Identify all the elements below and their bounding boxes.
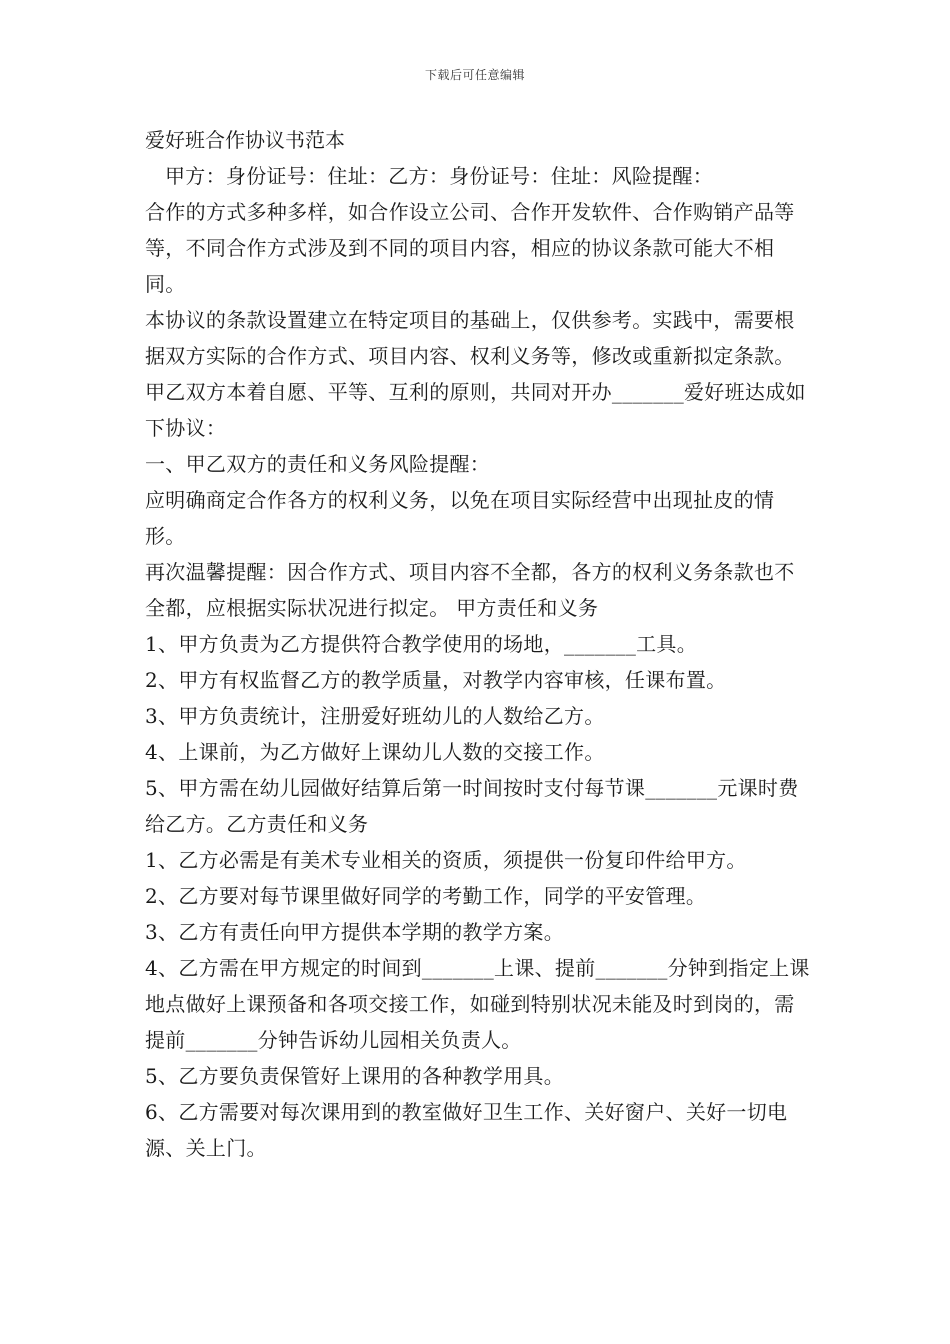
party-b-item-2: 2、乙方要对每节课里做好同学的考勤工作，同学的平安管理。 bbox=[145, 884, 707, 908]
paragraph-second-reminder: 再次温馨提醒：因合作方式、项目内容不全都，各方的权利义务条款也不全都，应根据实际状况进行拟定。 甲方责任和义务 bbox=[145, 560, 795, 620]
party-b-item-3: 3、乙方有责任向甲方提供本学期的教学方案。 bbox=[145, 920, 565, 944]
parties-line: 甲方：身份证号：住址：乙方：身份证号：住址：风险提醒： bbox=[165, 164, 714, 188]
document-body bbox=[145, 122, 810, 1166]
paragraph-agreement-basis: 本协议的条款设置建立在特定项目的基础上，仅供参考。实践中，需要根据双方实际的合作方式、项目内容、权利义务等，修改或重新拟定条款。 甲乙双方本着自愿、平等、互利的原则，共同对开办_______爱好班达成如下协议： bbox=[145, 308, 806, 440]
section-heading-responsibilities: 一、甲乙双方的责任和义务风险提醒： bbox=[145, 452, 491, 476]
party-b-item-4: 4、乙方需在甲方规定的时间到_______上课、提前_______分钟到指定上课地点做好上课预备和各项交接工作，如碰到特别状况未能及时到岗的，需提前_______分钟告诉幼儿园相关负责人。 bbox=[145, 956, 810, 1052]
party-b-item-5: 5、乙方要负责保管好上课用的各种教学用具。 bbox=[145, 1064, 565, 1088]
party-a-item-4: 4、上课前，为乙方做好上课幼儿人数的交接工作。 bbox=[145, 740, 605, 764]
party-a-item-1: 1、甲方负责为乙方提供符合教学使用的场地，_______工具。 bbox=[145, 632, 698, 656]
paragraph-cooperation-methods: 合作的方式多种多样，如合作设立公司、合作开发软件、合作购销产品等等，不同合作方式涉及到不同的项目内容，相应的协议条款可能大不相同。 bbox=[145, 200, 795, 296]
page-header-note: 下载后可任意编辑 bbox=[424, 68, 525, 82]
party-a-item-3: 3、甲方负责统计，注册爱好班幼儿的人数给乙方。 bbox=[145, 704, 605, 728]
party-b-item-6: 6、乙方需要对每次课用到的教室做好卫生工作、关好窗户、关好一切电源、关上门。 bbox=[145, 1100, 788, 1160]
party-b-item-1: 1、乙方必需是有美术专业相关的资质，须提供一份复印件给甲方。 bbox=[145, 848, 747, 872]
party-a-item-5: 5、甲方需在幼儿园做好结算后第一时间按时支付每节课_______元课时费给乙方。乙方责任和义务 bbox=[145, 776, 799, 836]
document-title: 爱好班合作协议书范本 bbox=[145, 128, 345, 152]
party-a-item-2: 2、甲方有权监督乙方的教学质量，对教学内容审核，任课布置。 bbox=[145, 668, 727, 692]
paragraph-rights-reminder: 应明确商定合作各方的权利义务，以免在项目实际经营中出现扯皮的情形。 bbox=[145, 488, 775, 548]
